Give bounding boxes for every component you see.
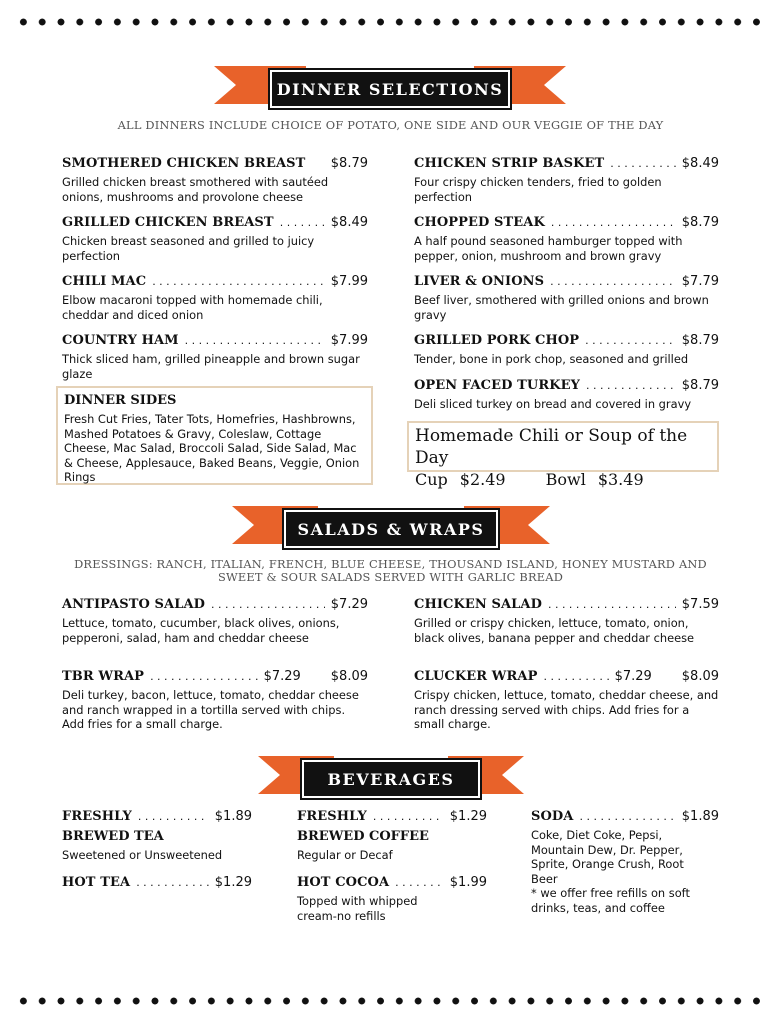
item-price: $8.79 [330,156,368,171]
dot-leader [138,808,209,826]
dinner-banner-title: DINNER SELECTIONS [270,70,510,108]
item-price: $8.79 [681,378,719,393]
item-description: Coke, Diet Coke, Pepsi, Mountain Dew, Dr. Pepper, Sprite, Orange Crush, Root Beer [531,828,684,886]
salads-banner-title: SALADS & WRAPS [284,510,498,548]
item-name: OPEN FACED TURKEY [414,378,581,393]
dot-leader [395,874,444,892]
dot-leader [136,874,209,892]
item-name: CHICKEN SALAD [414,597,542,612]
dot-leader [150,668,258,686]
item-description: Deli turkey, bacon, lettuce, tomato, cheddar cheese and ranch wrapped in a tortilla served with chips. Add fries for a small charge. [62,688,359,732]
dot-leader [548,596,676,614]
bowl-label: Bowl [545,470,586,489]
item-description: Topped with whipped cream-no refills [297,894,418,923]
menu-item [414,155,719,204]
item-price: $8.79 [681,215,719,230]
item-name: CHICKEN STRIP BASKET [414,156,605,171]
dot-leader [551,214,676,232]
item-price: $1.89 [681,809,719,824]
dot-leader [543,668,608,686]
item-price: $7.99 [330,274,368,289]
item-name: TBR WRAP [62,669,145,684]
dot-leader [185,332,325,350]
menu-item [531,808,719,916]
menu-item [414,596,719,645]
dot-leader [373,808,444,826]
item-price: $8.49 [330,215,368,230]
dot-leader [152,273,325,291]
item-name: CHILI MAC [62,274,147,289]
item-price: $1.89 [214,809,252,824]
chili-soup-box [407,421,719,489]
item-description: Tender, bone in pork chop, seasoned and grilled [414,352,689,366]
item-price: $8.49 [681,156,719,171]
menu-item [414,332,719,367]
item-description: Four crispy chicken tenders, fried to golden perfection [414,175,662,204]
item-name: FRESHLY [297,809,367,824]
top-dotted-border [14,17,767,27]
item-description: Beef liver, smothered with grilled onions and brown gravy [414,293,709,322]
dot-leader [280,214,325,232]
item-price: $1.99 [449,875,487,890]
item-name: HOT COCOA [297,875,390,890]
item-name: CHOPPED STEAK [414,215,545,230]
menu-item [62,332,368,381]
salads-note: DRESSINGS: RANCH, ITALIAN, FRENCH, BLUE CHEESE, THOUSAND ISLAND, HONEY MUSTARD AND SWEET & SOUR SALADS SERVED WITH GARLIC BREAD [74,557,707,584]
menu-item [62,214,368,263]
bottom-dotted-border [14,996,767,1006]
dot-leader [610,155,676,173]
dot-leader [585,332,676,350]
dinner-sides-title: DINNER SIDES [64,393,177,408]
item-name: GRILLED CHICKEN BREAST [62,215,274,230]
item-description: Chicken breast seasoned and grilled to juicy perfection [62,234,315,263]
menu-item [414,377,719,412]
item-name: SMOTHERED CHICKEN BREAST [62,156,306,171]
item-name: SODA [531,809,574,824]
item-name: FRESHLY [62,809,132,824]
beverages-banner-title: BEVERAGES [302,760,480,798]
dinner-note: ALL DINNERS INCLUDE CHOICE OF POTATO, ONE SIDE AND OUR VEGGIE OF THE DAY [117,118,664,132]
item-name-line2: BREWED TEA [62,829,164,844]
dot-leader [579,808,675,826]
menu-item [62,874,252,892]
dinner-banner [214,64,566,110]
dinner-sides-box [56,386,373,485]
item-price-alt: $8.09 [681,669,719,684]
menu-item [62,668,368,732]
dinner-sides-list: Fresh Cut Fries, Tater Tots, Homefries, Hashbrowns, Mashed Potatoes & Gravy, Coleslaw, Cottage Cheese, Mac Salad, Broccoli Salad, Side Salad, Mac & Cheese, Applesauce, Baked Beans, Veggie, Onion Rings [64,412,360,485]
item-name: ANTIPASTO SALAD [62,597,206,612]
refill-note: * we offer free refills on soft drinks, teas, and coffee [531,886,690,915]
item-description: Elbow macaroni topped with homemade chili, cheddar and diced onion [62,293,323,322]
item-name: CLUCKER WRAP [414,669,538,684]
chili-soup-title: Homemade Chili or Soup of the Day [415,426,688,468]
item-price: $7.79 [681,274,719,289]
dot-leader [586,377,676,395]
item-price: $1.29 [449,809,487,824]
item-description: Grilled chicken breast smothered with sautéed onions, mushrooms and provolone cheese [62,175,329,204]
item-description: Regular or Decaf [297,848,393,862]
menu-item [414,668,719,732]
cup-price: $2.49 [459,470,506,489]
menu-item [297,874,487,923]
item-price: $7.99 [330,333,368,348]
item-description: A half pound seasoned hamburger topped with pepper, onion, mushroom and brown gravy [414,234,683,263]
item-price-alt: $8.09 [330,669,368,684]
dot-leader [550,273,676,291]
menu-item [414,214,719,263]
menu-item [62,155,368,204]
item-description: Thick sliced ham, grilled pineapple and brown sugar glaze [62,352,360,381]
item-price: $7.59 [681,597,719,612]
dot-leader [211,596,325,614]
cup-label: Cup [415,470,448,489]
menu-item [62,808,252,863]
item-description: Crispy chicken, lettuce, tomato, cheddar cheese, and ranch dressing served with chips. Add fries for a small charge. [414,688,719,732]
item-description: Lettuce, tomato, cucumber, black olives, onions, pepperoni, salad, ham and cheddar cheese [62,616,340,645]
menu-item [62,273,368,322]
salads-banner [232,504,550,550]
item-name-line2: BREWED COFFEE [297,829,429,844]
menu-item [297,808,487,863]
item-price: $7.29 [614,669,652,684]
item-price: $1.29 [214,875,252,890]
item-price: $7.29 [263,669,301,684]
item-name: COUNTRY HAM [62,333,179,348]
item-price: $7.29 [330,597,368,612]
item-description: Sweetened or Unsweetened [62,848,223,862]
menu-item [414,273,719,322]
item-name: LIVER & ONIONS [414,274,545,289]
item-name: GRILLED PORK CHOP [414,333,580,348]
item-price: $8.79 [681,333,719,348]
bowl-price: $3.49 [597,470,644,489]
beverages-banner [258,754,524,800]
menu-item [62,596,368,645]
item-description: Grilled or crispy chicken, lettuce, tomato, onion, black olives, banana pepper and cheddar cheese [414,616,695,645]
item-description: Deli sliced turkey on bread and covered in gravy [414,397,692,411]
item-name: HOT TEA [62,875,131,890]
